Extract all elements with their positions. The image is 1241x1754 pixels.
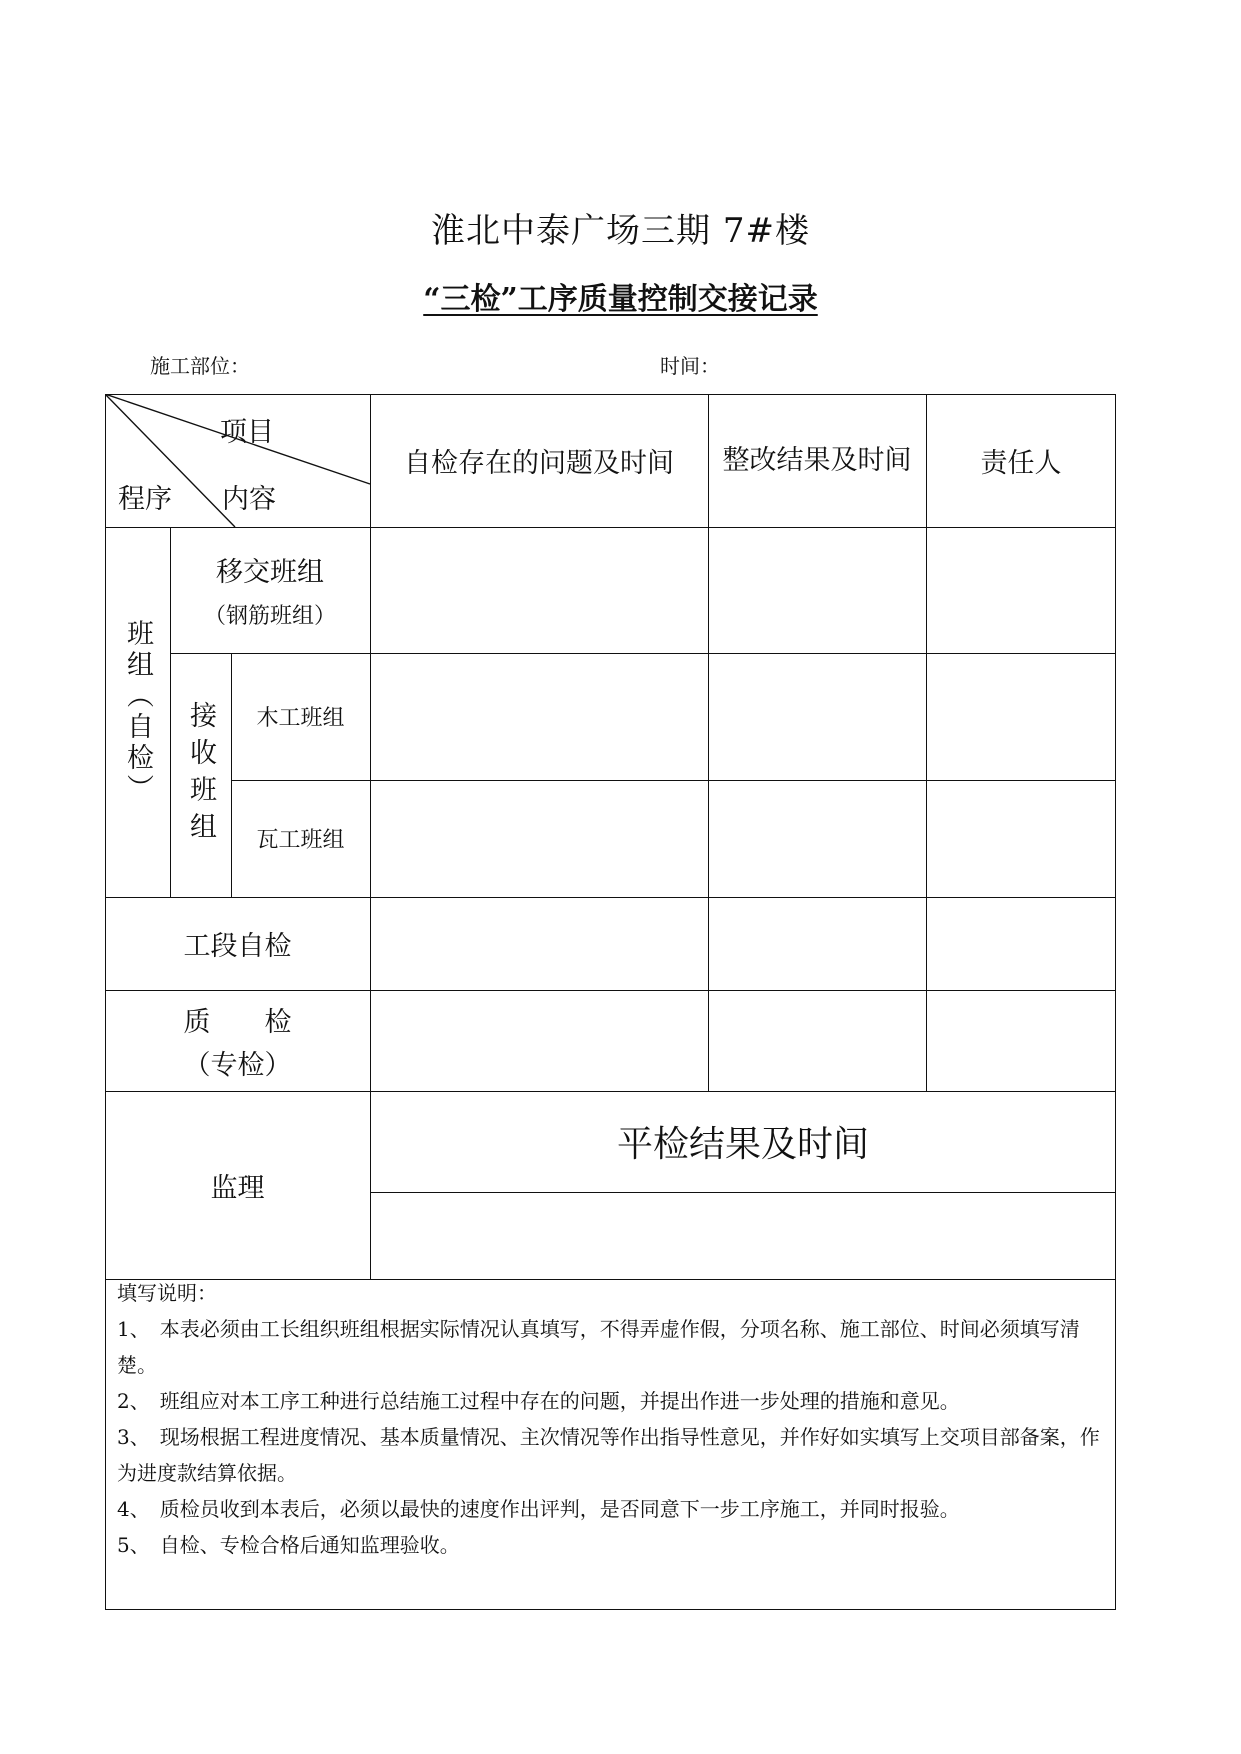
fill-instructions	[117, 1275, 1107, 1563]
group-self-check-cell	[105, 527, 170, 897]
quality-check-label: 质 检	[183, 1006, 292, 1038]
quality-check-sub: （专检）	[183, 1049, 292, 1081]
transfer-team-cell	[170, 527, 370, 653]
corner-procedure-label: 程序	[118, 484, 172, 515]
quality-check-cell	[105, 990, 370, 1091]
col-header-responsible: 责任人	[980, 448, 1062, 479]
receive-team-label: 接收班组	[185, 701, 216, 849]
carpentry-team-label: 木工班组	[256, 706, 345, 731]
form-title	[0, 274, 1241, 318]
section-self-check-label: 工段自检	[183, 931, 292, 962]
corner-content-label: 内容	[222, 484, 276, 515]
notes-heading: 填写说明：	[117, 1281, 217, 1305]
supervision-result-header: 平检结果及时间	[616, 1124, 869, 1165]
transfer-team-sub: （钢筋班组）	[203, 604, 336, 629]
corner-item-label: 项目	[220, 417, 274, 448]
location-label: 施工部位：	[150, 354, 250, 378]
receive-team-cell	[170, 653, 231, 897]
transfer-team-label: 移交班组	[216, 557, 324, 588]
project-title: 淮北中泰广场三期 7#楼	[431, 211, 810, 251]
note-item-5: 5、 自检、专检合格后通知监理验收。	[117, 1533, 460, 1557]
note-item-2: 2、 班组应对本工序工种进行总结施工过程中存在的问题，并提出作进一步处理的措施和意见。	[117, 1389, 960, 1413]
form-title-text: “三检”工序质量控制交接记录	[423, 282, 818, 317]
group-self-check-label: 班组（自检）	[122, 619, 153, 805]
time-label: 时间：	[660, 354, 720, 378]
note-item-3: 3、 现场根据工程进度情况、基本质量情况、主次情况等作出指导性意见，并作好如实填写上交项目部备案，作为进度款结算依据。	[117, 1425, 1100, 1485]
col-header-rectification: 整改结果及时间	[722, 444, 912, 476]
note-item-1: 1、 本表必须由工长组织班组根据实际情况认真填写，不得弄虚作假，分项名称、施工部位、时间必须填写清楚。	[117, 1317, 1080, 1377]
col-header-self-check-issues: 自检存在的问题及时间	[404, 448, 674, 479]
masonry-team-label: 瓦工班组	[256, 828, 345, 853]
supervision-label: 监理	[210, 1172, 265, 1204]
note-item-4: 4、 质检员收到本表后，必须以最快的速度作出评判，是否同意下一步工序施工，并同时报验。	[117, 1497, 960, 1521]
